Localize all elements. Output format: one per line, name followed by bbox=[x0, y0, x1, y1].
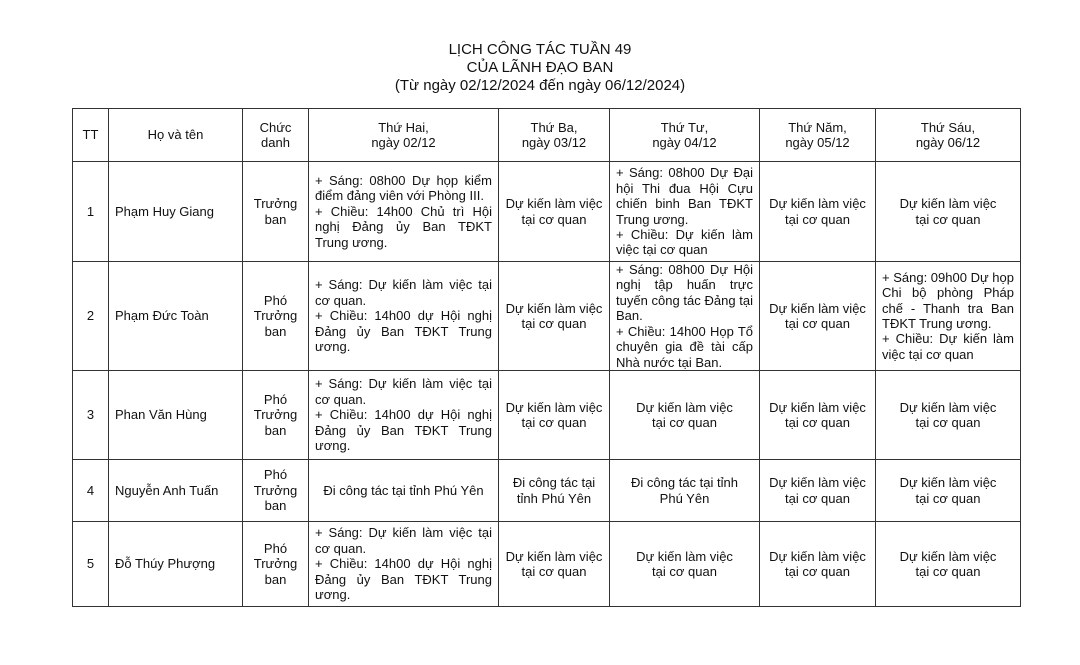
person-name bbox=[109, 162, 243, 262]
cell-text: tại cơ quan bbox=[785, 415, 850, 430]
row-number bbox=[73, 371, 109, 460]
wednesday-cell bbox=[610, 522, 760, 607]
monday-cell bbox=[309, 460, 499, 522]
cell-text: Phan Văn Hùng bbox=[115, 407, 207, 423]
cell-text: Dự kiến làm việc bbox=[769, 196, 866, 212]
cell-text: tại cơ quan bbox=[785, 564, 850, 579]
cell-text: Dự kiến làm việc bbox=[636, 548, 733, 564]
friday-cell bbox=[876, 162, 1021, 262]
cell-text: tại cơ quan bbox=[785, 316, 850, 331]
cell-text: tại cơ quan bbox=[915, 415, 981, 430]
schedule-table bbox=[72, 108, 1021, 607]
cell-text: Dự kiến làm việc bbox=[769, 300, 866, 316]
cell-text: Dự kiến làm việc bbox=[899, 399, 997, 415]
title-line-3: (Từ ngày 02/12/2024 đến ngày 06/12/2024) bbox=[394, 77, 686, 94]
cell-text: 4 bbox=[86, 482, 95, 498]
cell-text: 1 bbox=[86, 203, 95, 219]
cell-text: Đi công tác tại bbox=[512, 475, 596, 491]
cell-text: Phạm Đức Toàn bbox=[115, 308, 209, 324]
position-cell bbox=[243, 162, 309, 262]
wednesday-cell bbox=[610, 262, 760, 371]
cell-text: Phó bbox=[263, 391, 288, 407]
tuesday-cell bbox=[499, 162, 610, 262]
row-number bbox=[73, 522, 109, 607]
wednesday-cell bbox=[610, 460, 760, 522]
thursday-cell bbox=[760, 460, 876, 522]
table-row bbox=[73, 262, 1021, 371]
cell-text: Đi công tác tại tỉnh Phú Yên bbox=[323, 482, 484, 498]
cell-text: + Chiều: 14h00 dự Hội nghị Đảng ủy Ban TĐKT Trung ương. bbox=[315, 308, 492, 355]
cell-text: + Chiều: 14h00 dự Hội nghị Đảng ủy Ban TĐKT Trung ương. bbox=[315, 556, 492, 603]
cell-text: + Sáng: 08h00 Dự Đại hội Thi đua Hội Cựu chiến binh Ban TĐKT Trung ương. bbox=[616, 165, 753, 227]
row-number bbox=[73, 162, 109, 262]
cell-text: tại cơ quan bbox=[652, 415, 717, 430]
friday-cell bbox=[876, 262, 1021, 371]
cell-text: Trưởng bbox=[253, 556, 298, 572]
cell-text: + Chiều: 14h00 Chủ trì Hội nghị Đảng ủy Ban TĐKT Trung ương. bbox=[315, 203, 492, 250]
cell-text: tại cơ quan bbox=[915, 490, 981, 506]
position-cell bbox=[243, 262, 309, 371]
thursday-cell bbox=[760, 162, 876, 262]
cell-text: + Sáng: Dự kiến làm việc tại cơ quan. bbox=[315, 376, 492, 407]
thursday-cell bbox=[760, 262, 876, 371]
monday-cell bbox=[309, 162, 499, 262]
document-title bbox=[0, 41, 1080, 95]
cell-text: + Sáng: 08h00 Dự Hội nghị tập huấn trực tuyến công tác Đảng tại Ban. bbox=[616, 262, 753, 324]
cell-text: Dự kiến làm việc bbox=[769, 399, 866, 415]
monday-cell bbox=[309, 522, 499, 607]
cell-text: Đỗ Thúy Phượng bbox=[115, 556, 216, 572]
cell-text: tại cơ quan bbox=[521, 316, 587, 331]
cell-text: tại cơ quan bbox=[521, 415, 587, 430]
header-name: Họ và tên bbox=[109, 109, 243, 162]
cell-text: tại cơ quan bbox=[915, 564, 981, 579]
cell-text: Trưởng bbox=[253, 482, 298, 498]
cell-text: Trưởng bbox=[253, 196, 298, 212]
cell-text: + Chiều: Dự kiến làm việc tại cơ quan bbox=[616, 226, 753, 258]
header-tuesday: Thứ Ba, ngày 03/12 bbox=[499, 109, 610, 162]
cell-text: tỉnh Phú Yên bbox=[516, 490, 592, 506]
row-number bbox=[73, 460, 109, 522]
thursday-cell bbox=[760, 371, 876, 460]
cell-text: Dự kiến làm việc bbox=[505, 300, 603, 316]
cell-text: ban bbox=[264, 498, 287, 514]
header-thursday: Thứ Năm, ngày 05/12 bbox=[760, 109, 876, 162]
schedule-body bbox=[73, 162, 1021, 607]
monday-cell bbox=[309, 371, 499, 460]
header-monday: Thứ Hai, ngày 02/12 bbox=[309, 109, 499, 162]
cell-text: Đi công tác tại tỉnh bbox=[631, 475, 738, 491]
cell-text: Dự kiến làm việc bbox=[636, 399, 733, 415]
header-wednesday: Thứ Tư, ngày 04/12 bbox=[610, 109, 760, 162]
title-line-2: CỦA LÃNH ĐẠO BAN bbox=[466, 59, 614, 76]
cell-text: tại cơ quan bbox=[521, 211, 587, 227]
table-row bbox=[73, 162, 1021, 262]
cell-text: tại cơ quan bbox=[785, 490, 850, 506]
cell-text: 5 bbox=[86, 556, 95, 572]
header-friday: Thứ Sáu, ngày 06/12 bbox=[876, 109, 1021, 162]
cell-text: Dự kiến làm việc bbox=[899, 548, 997, 564]
cell-text: + Chiều: Dự kiến làm việc tại cơ quan bbox=[882, 331, 1014, 362]
cell-text: tại cơ quan bbox=[915, 211, 981, 227]
position-cell bbox=[243, 460, 309, 522]
tuesday-cell bbox=[499, 371, 610, 460]
friday-cell bbox=[876, 460, 1021, 522]
cell-text: Dự kiến làm việc bbox=[505, 196, 603, 212]
wednesday-cell bbox=[610, 162, 760, 262]
person-name bbox=[109, 460, 243, 522]
table-row bbox=[73, 371, 1021, 460]
monday-cell bbox=[309, 262, 499, 371]
cell-text: + Chiều: 14h00 Họp Tổ chuyên gia đề tài cấp Nhà nước tại Ban. bbox=[616, 323, 753, 370]
cell-text: Dự kiến làm việc bbox=[505, 548, 603, 564]
cell-text: Phó bbox=[263, 540, 288, 556]
header-tt: TT bbox=[73, 109, 109, 162]
person-name bbox=[109, 371, 243, 460]
cell-text: Dự kiến làm việc bbox=[899, 475, 997, 491]
title-line-1: LỊCH CÔNG TÁC TUẦN 49 bbox=[448, 41, 632, 58]
cell-text: Dự kiến làm việc bbox=[769, 475, 866, 491]
thursday-cell bbox=[760, 522, 876, 607]
cell-text: Phó bbox=[263, 467, 288, 483]
cell-text: Dự kiến làm việc bbox=[505, 399, 603, 415]
row-number bbox=[73, 262, 109, 371]
table-row bbox=[73, 460, 1021, 522]
cell-text: Dự kiến làm việc bbox=[899, 196, 997, 212]
header-position: Chức danh bbox=[243, 109, 309, 162]
tuesday-cell bbox=[499, 460, 610, 522]
cell-text: + Sáng: 08h00 Dự họp kiểm điểm đảng viên với Phòng III. bbox=[315, 172, 492, 204]
header-row bbox=[73, 109, 1021, 162]
friday-cell bbox=[876, 371, 1021, 460]
cell-text: 2 bbox=[86, 308, 95, 324]
cell-text: Phú Yên bbox=[659, 490, 710, 506]
cell-text: Dự kiến làm việc bbox=[769, 548, 866, 564]
tuesday-cell bbox=[499, 262, 610, 371]
cell-text: Phạm Huy Giang bbox=[115, 203, 214, 219]
cell-text: Nguyễn Anh Tuấn bbox=[115, 482, 219, 498]
person-name bbox=[109, 522, 243, 607]
cell-text: 3 bbox=[86, 407, 95, 423]
cell-text: ban bbox=[264, 422, 287, 438]
wednesday-cell bbox=[610, 371, 760, 460]
cell-text: tại cơ quan bbox=[521, 564, 587, 579]
position-cell bbox=[243, 371, 309, 460]
cell-text: + Sáng: Dự kiến làm việc tại cơ quan. bbox=[315, 277, 492, 308]
friday-cell bbox=[876, 522, 1021, 607]
cell-text: ban bbox=[264, 211, 287, 227]
cell-text: tại cơ quan bbox=[785, 211, 850, 227]
cell-text: + Sáng: 09h00 Dự họp Chi bộ phòng Pháp chế - Thanh tra Ban TĐKT Trung ương. bbox=[882, 269, 1014, 331]
cell-text: Phó bbox=[263, 292, 288, 308]
person-name bbox=[109, 262, 243, 371]
cell-text: + Sáng: Dự kiến làm việc tại cơ quan. bbox=[315, 525, 492, 556]
tuesday-cell bbox=[499, 522, 610, 607]
cell-text: Trưởng bbox=[253, 407, 298, 423]
table-row bbox=[73, 522, 1021, 607]
cell-text: + Chiều: 14h00 dự Hội nghị Đảng ủy Ban TĐKT Trung ương. bbox=[315, 407, 492, 454]
cell-text: tại cơ quan bbox=[652, 564, 717, 579]
position-cell bbox=[243, 522, 309, 607]
cell-text: ban bbox=[264, 323, 287, 339]
cell-text: ban bbox=[264, 571, 287, 587]
cell-text: Trưởng bbox=[253, 308, 298, 324]
